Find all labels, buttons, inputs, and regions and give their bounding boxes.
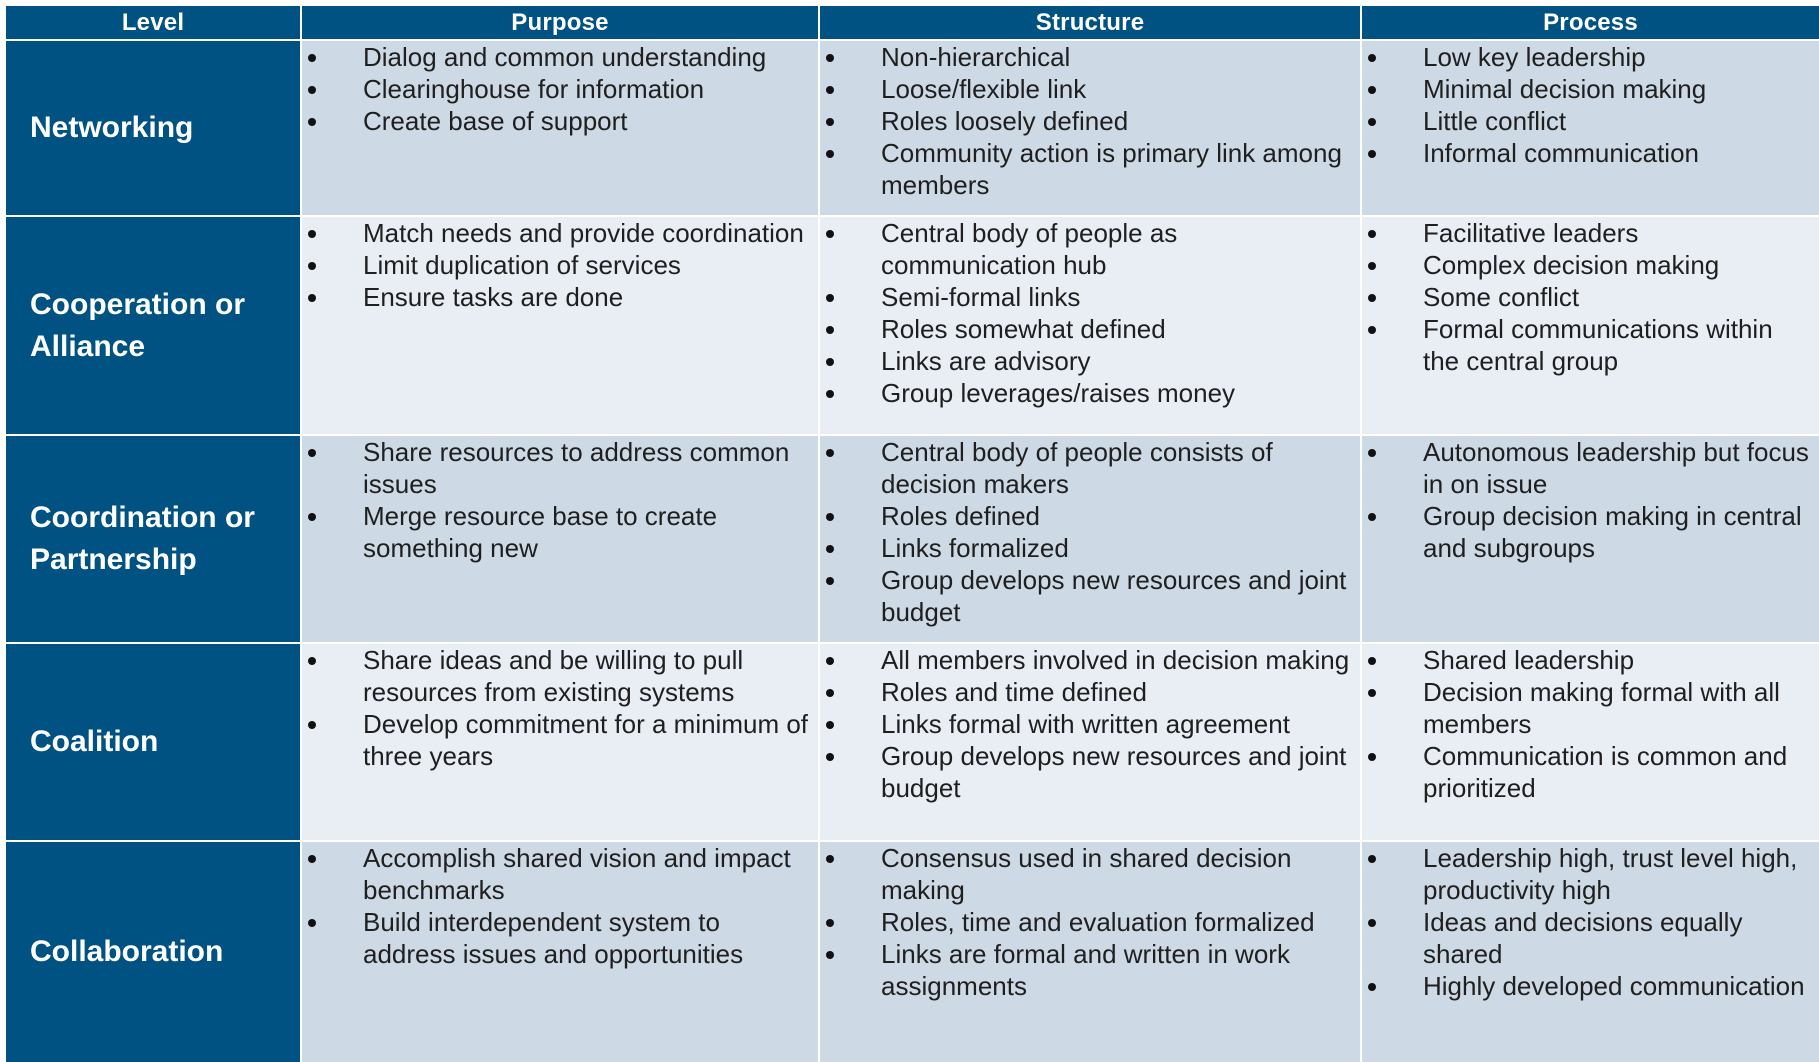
bullet-item: [1362, 313, 1819, 377]
bullet-item: [1362, 41, 1819, 73]
structure-cell: [820, 644, 1360, 840]
bullet-dot-icon: [826, 951, 834, 959]
bullet-dot-icon: [826, 54, 834, 62]
process-bullet-list: [1362, 217, 1819, 377]
bullet-item: [1362, 906, 1819, 970]
bullet-text: Ensure tasks are done: [363, 282, 624, 312]
process-bullet-list: [1362, 644, 1819, 804]
structure-bullet-list: [820, 644, 1360, 804]
bullet-dot-icon: [826, 577, 834, 585]
level-label: Coalition: [6, 644, 300, 840]
bullet-text: Ideas and decisions equally shared: [1423, 907, 1743, 969]
bullet-item: [1362, 740, 1819, 804]
bullet-text: All members involved in decision making: [881, 645, 1350, 675]
bullet-dot-icon: [1368, 294, 1376, 302]
bullet-text: Links formal with written agreement: [881, 709, 1290, 739]
level-label: Cooperation or Alliance: [6, 217, 300, 434]
bullet-item: [302, 842, 818, 906]
bullet-item: [1362, 436, 1819, 500]
structure-cell: [820, 436, 1360, 642]
bullet-text: Links are formal and written in work assignments: [881, 939, 1290, 1001]
bullet-item: [820, 313, 1360, 345]
bullet-item: [302, 708, 818, 772]
header-process: Process: [1362, 6, 1819, 39]
header-purpose: Purpose: [302, 6, 818, 39]
bullet-text: Shared leadership: [1423, 645, 1635, 675]
bullet-text: Group develops new resources and joint budget: [881, 565, 1347, 627]
bullet-text: Group develops new resources and joint budget: [881, 741, 1347, 803]
bullet-dot-icon: [826, 545, 834, 553]
bullet-dot-icon: [308, 262, 316, 270]
process-cell: [1362, 41, 1819, 215]
bullet-item: [820, 377, 1360, 409]
header-structure: Structure: [820, 6, 1360, 39]
bullet-item: [1362, 73, 1819, 105]
bullet-item: [1362, 842, 1819, 906]
bullet-text: Roles loosely defined: [881, 106, 1129, 136]
bullet-dot-icon: [308, 230, 316, 238]
process-bullet-list: [1362, 842, 1819, 1002]
bullet-text: Highly developed communication: [1423, 971, 1805, 1001]
process-bullet-list: [1362, 41, 1819, 169]
level-label: Networking: [6, 41, 300, 215]
bullet-dot-icon: [826, 657, 834, 665]
bullet-item: [820, 41, 1360, 73]
bullet-dot-icon: [826, 118, 834, 126]
bullet-dot-icon: [1368, 118, 1376, 126]
bullet-text: Central body of people as communication hub: [881, 218, 1178, 280]
bullet-item: [820, 73, 1360, 105]
bullet-text: Merge resource base to create something new: [363, 501, 718, 563]
bullet-text: Minimal decision making: [1423, 74, 1707, 104]
bullet-item: [302, 500, 818, 564]
bullet-dot-icon: [1368, 230, 1376, 238]
bullet-text: Non-hierarchical: [881, 42, 1071, 72]
structure-cell: [820, 842, 1360, 1062]
bullet-dot-icon: [308, 294, 316, 302]
bullet-dot-icon: [1368, 753, 1376, 761]
bullet-item: [302, 436, 818, 500]
bullet-dot-icon: [1368, 855, 1376, 863]
bullet-text: Share ideas and be willing to pull resources from existing systems: [363, 645, 744, 707]
bullet-dot-icon: [308, 657, 316, 665]
bullet-item: [302, 281, 818, 313]
bullet-dot-icon: [1368, 919, 1376, 927]
bullet-dot-icon: [826, 855, 834, 863]
bullet-text: Autonomous leadership but focus in on issue: [1423, 437, 1809, 499]
bullet-item: [1362, 281, 1819, 313]
bullet-text: Accomplish shared vision and impact benchmarks: [363, 843, 791, 905]
bullet-dot-icon: [826, 294, 834, 302]
bullet-dot-icon: [826, 919, 834, 927]
bullet-dot-icon: [826, 689, 834, 697]
bullet-text: Links are advisory: [881, 346, 1091, 376]
purpose-cell: [302, 217, 818, 434]
bullet-text: Build interdependent system to address issues and opportunities: [363, 907, 744, 969]
structure-cell: [820, 41, 1360, 215]
process-cell: [1362, 644, 1819, 840]
bullet-item: [820, 500, 1360, 532]
process-cell: [1362, 436, 1819, 642]
bullet-dot-icon: [1368, 262, 1376, 270]
bullet-text: Roles somewhat defined: [881, 314, 1166, 344]
bullet-item: [820, 676, 1360, 708]
process-cell: [1362, 217, 1819, 434]
bullet-item: [302, 41, 818, 73]
bullet-item: [820, 564, 1360, 628]
bullet-dot-icon: [826, 513, 834, 521]
level-label: Coordination or Partnership: [6, 436, 300, 642]
bullet-item: [820, 906, 1360, 938]
bullet-dot-icon: [308, 855, 316, 863]
bullet-item: [1362, 249, 1819, 281]
bullet-dot-icon: [826, 358, 834, 366]
bullet-dot-icon: [308, 86, 316, 94]
bullet-item: [302, 644, 818, 708]
bullet-item: [820, 740, 1360, 804]
bullet-dot-icon: [826, 150, 834, 158]
bullet-item: [1362, 500, 1819, 564]
bullet-item: [302, 217, 818, 249]
bullet-item: [820, 532, 1360, 564]
bullet-text: Central body of people consists of decision makers: [881, 437, 1273, 499]
bullet-item: [1362, 970, 1819, 1002]
bullet-text: Limit duplication of services: [363, 250, 681, 280]
bullet-text: Facilitative leaders: [1423, 218, 1639, 248]
bullet-text: Group leverages/raises money: [881, 378, 1236, 408]
purpose-bullet-list: [302, 217, 818, 313]
bullet-item: [820, 345, 1360, 377]
structure-bullet-list: [820, 41, 1360, 201]
bullet-dot-icon: [826, 721, 834, 729]
bullet-item: [820, 217, 1360, 281]
bullet-text: Some conflict: [1423, 282, 1580, 312]
bullet-text: Group decision making in central and subgroups: [1423, 501, 1802, 563]
bullet-dot-icon: [826, 753, 834, 761]
bullet-dot-icon: [308, 118, 316, 126]
bullet-item: [820, 105, 1360, 137]
bullet-dot-icon: [1368, 689, 1376, 697]
structure-cell: [820, 217, 1360, 434]
bullet-text: Complex decision making: [1423, 250, 1720, 280]
bullet-dot-icon: [826, 86, 834, 94]
purpose-cell: [302, 436, 818, 642]
process-bullet-list: [1362, 436, 1819, 564]
bullet-dot-icon: [826, 449, 834, 457]
bullet-text: Share resources to address common issues: [363, 437, 790, 499]
bullet-text: Create base of support: [363, 106, 628, 136]
purpose-cell: [302, 842, 818, 1062]
purpose-bullet-list: [302, 41, 818, 137]
bullet-text: Loose/flexible link: [881, 74, 1087, 104]
bullet-text: Formal communications within the central group: [1423, 314, 1773, 376]
purpose-cell: [302, 41, 818, 215]
bullet-text: Semi-formal links: [881, 282, 1081, 312]
bullet-text: Low key leadership: [1423, 42, 1646, 72]
bullet-text: Roles defined: [881, 501, 1040, 531]
bullet-text: Dialog and common understanding: [363, 42, 767, 72]
bullet-dot-icon: [308, 449, 316, 457]
bullet-item: [1362, 217, 1819, 249]
bullet-item: [820, 938, 1360, 1002]
structure-bullet-list: [820, 842, 1360, 1002]
bullet-item: [302, 73, 818, 105]
bullet-item: [302, 105, 818, 137]
structure-bullet-list: [820, 217, 1360, 409]
bullet-dot-icon: [308, 721, 316, 729]
structure-bullet-list: [820, 436, 1360, 628]
bullet-dot-icon: [308, 919, 316, 927]
bullet-item: [1362, 137, 1819, 169]
bullet-text: Community action is primary link among members: [881, 138, 1342, 200]
bullet-item: [820, 281, 1360, 313]
bullet-text: Little conflict: [1423, 106, 1567, 136]
bullet-dot-icon: [1368, 449, 1376, 457]
bullet-text: Links formalized: [881, 533, 1069, 563]
bullet-item: [302, 249, 818, 281]
header-level: Level: [6, 6, 300, 39]
bullet-text: Roles and time defined: [881, 677, 1147, 707]
bullet-text: Decision making formal with all members: [1423, 677, 1780, 739]
purpose-bullet-list: [302, 644, 818, 772]
bullet-item: [820, 842, 1360, 906]
level-label: Collaboration: [6, 842, 300, 1062]
bullet-dot-icon: [1368, 54, 1376, 62]
bullet-dot-icon: [1368, 513, 1376, 521]
bullet-item: [820, 137, 1360, 201]
bullet-text: Clearinghouse for information: [363, 74, 705, 104]
bullet-text: Roles, time and evaluation formalized: [881, 907, 1315, 937]
bullet-dot-icon: [308, 54, 316, 62]
process-cell: [1362, 842, 1819, 1062]
bullet-item: [820, 436, 1360, 500]
bullet-text: Match needs and provide coordination: [363, 218, 804, 248]
collaboration-levels-table: [6, 6, 1813, 1062]
bullet-text: Leadership high, trust level high, productivity high: [1423, 843, 1798, 905]
purpose-bullet-list: [302, 842, 818, 970]
bullet-text: Informal communication: [1423, 138, 1699, 168]
bullet-dot-icon: [1368, 983, 1376, 991]
bullet-item: [1362, 105, 1819, 137]
bullet-dot-icon: [826, 230, 834, 238]
bullet-item: [820, 644, 1360, 676]
purpose-cell: [302, 644, 818, 840]
purpose-bullet-list: [302, 436, 818, 564]
bullet-dot-icon: [308, 513, 316, 521]
bullet-item: [820, 708, 1360, 740]
bullet-dot-icon: [826, 326, 834, 334]
bullet-item: [1362, 644, 1819, 676]
bullet-text: Consensus used in shared decision making: [881, 843, 1292, 905]
bullet-text: Develop commitment for a minimum of three years: [363, 709, 809, 771]
bullet-text: Communication is common and prioritized: [1423, 741, 1788, 803]
bullet-dot-icon: [1368, 657, 1376, 665]
bullet-dot-icon: [1368, 86, 1376, 94]
bullet-dot-icon: [826, 390, 834, 398]
bullet-item: [1362, 676, 1819, 740]
bullet-dot-icon: [1368, 326, 1376, 334]
bullet-dot-icon: [1368, 150, 1376, 158]
bullet-item: [302, 906, 818, 970]
